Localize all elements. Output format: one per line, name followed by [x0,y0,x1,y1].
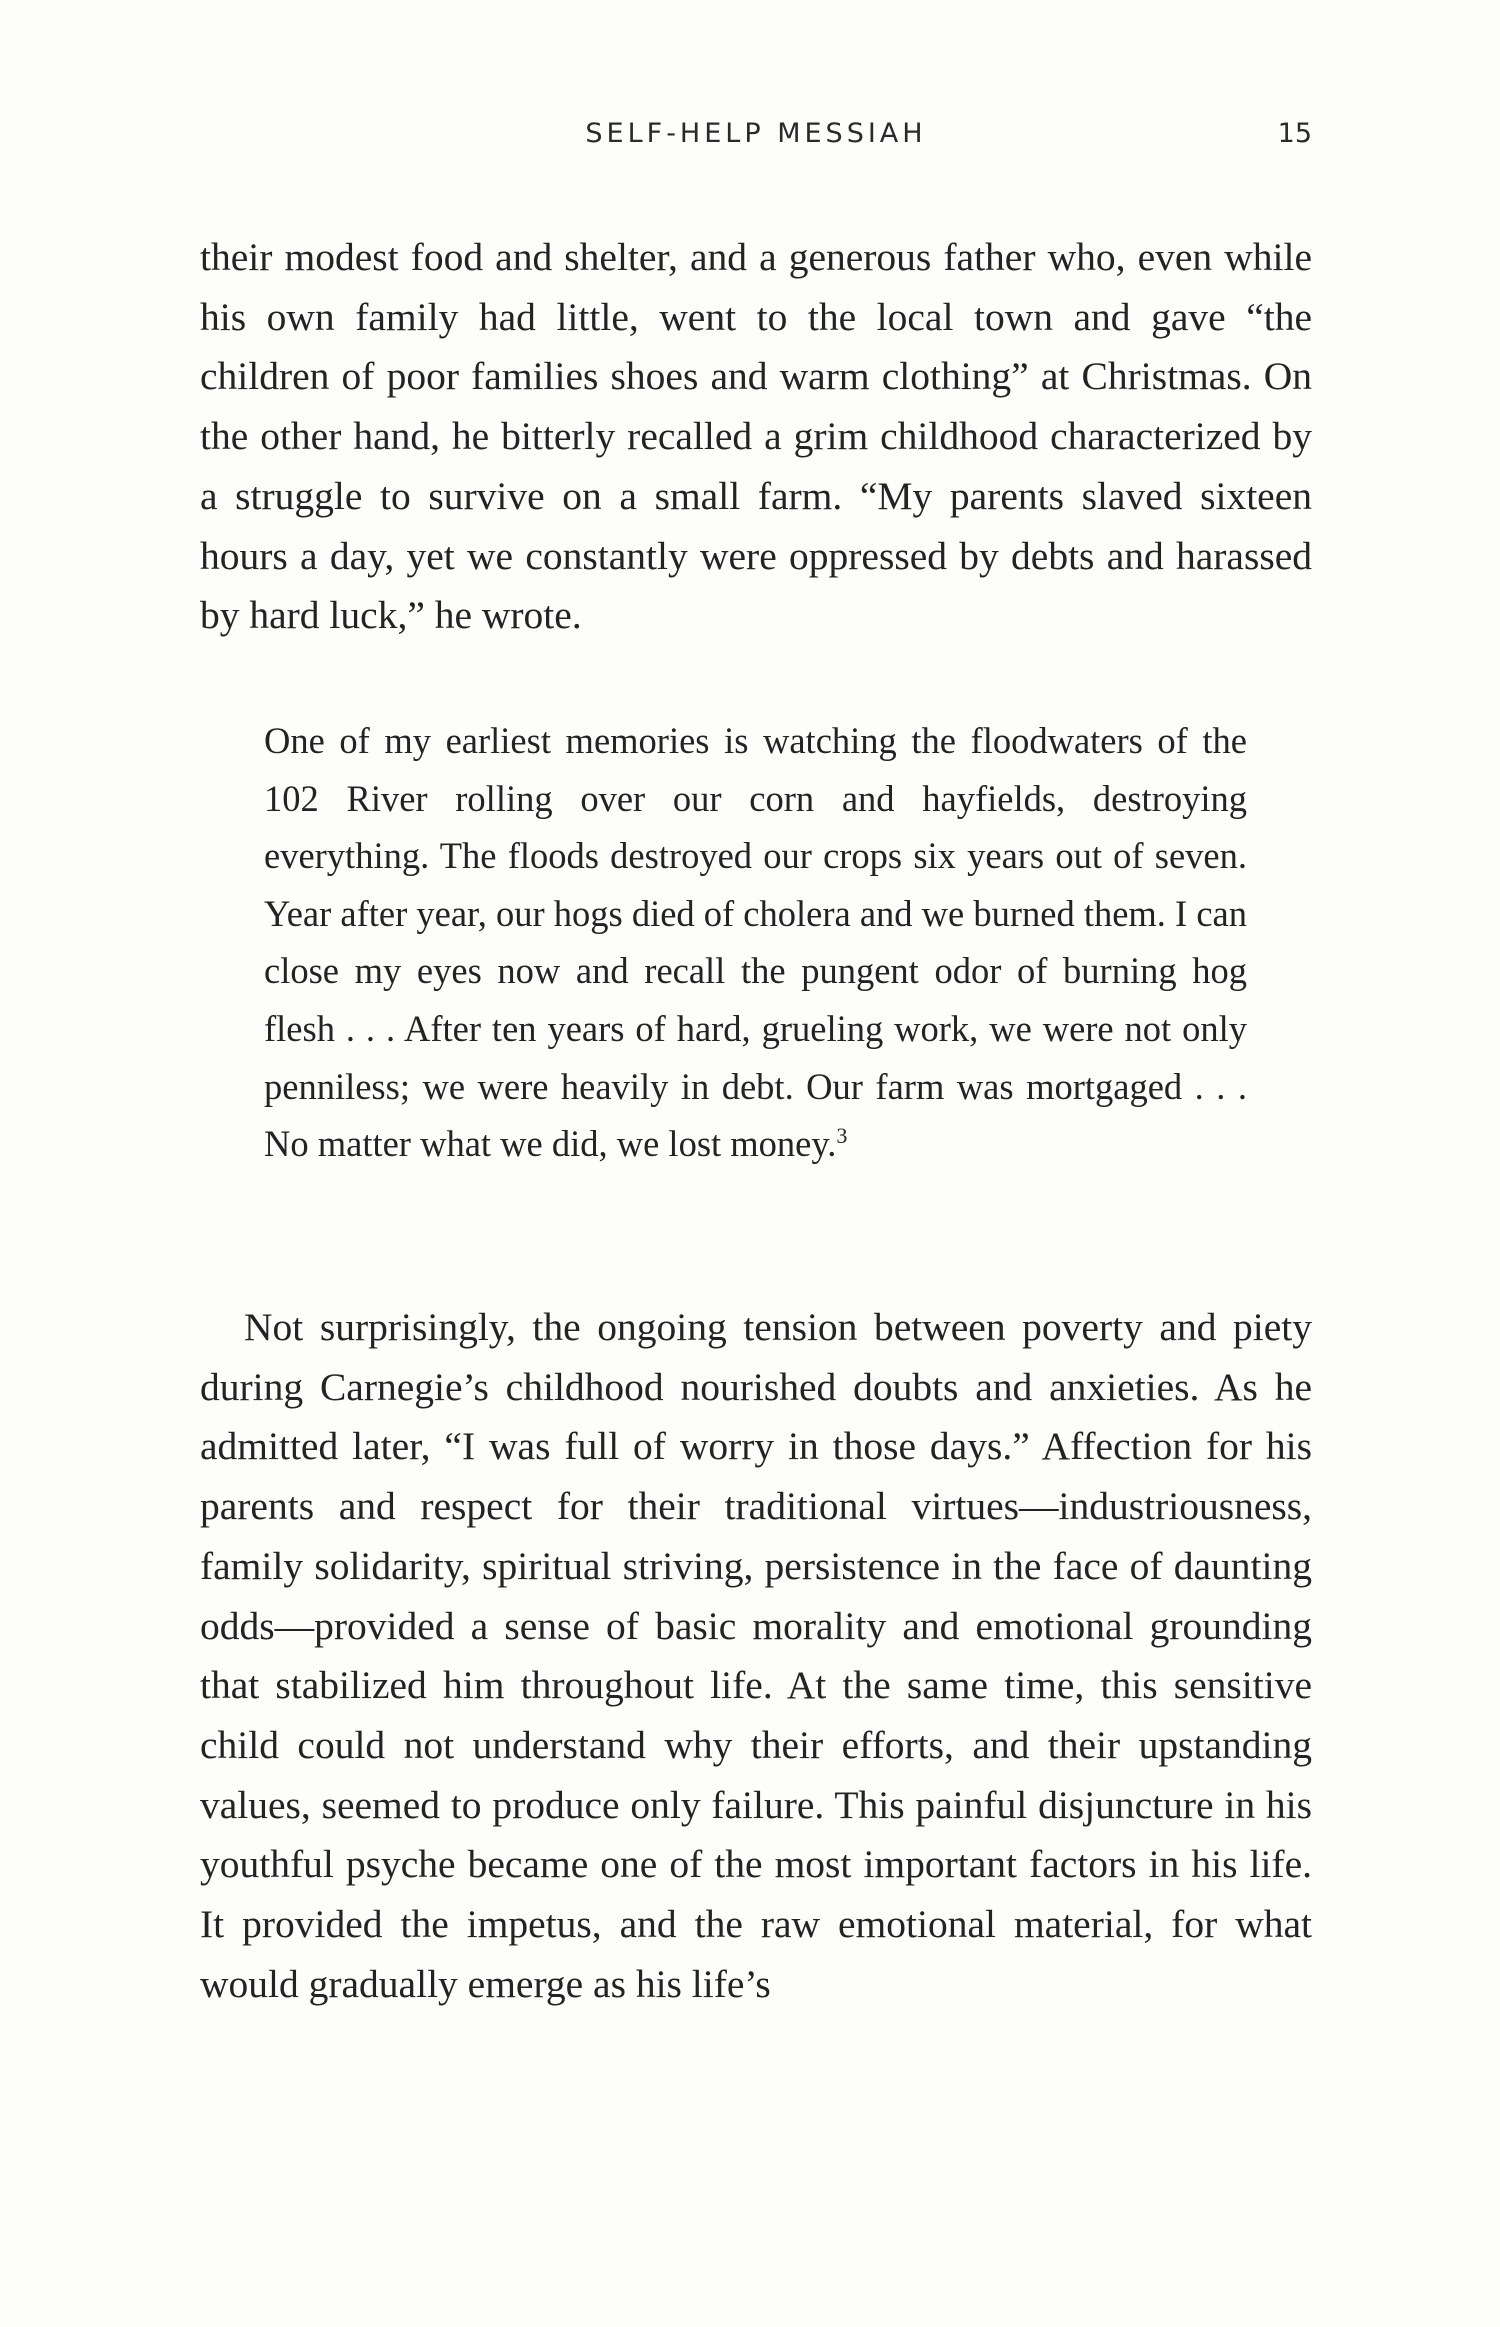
paragraph-1: their modest food and shelter, and a generous father who, even while his own family had little, went to the local town and gave “the children of poor families shoes and warm clothing” at Christmas. On the other hand, he bitterly recalled a grim childhood characterized by a struggle to survive on a small farm. “My parents slaved sixteen hours a day, yet we constantly were oppressed by debts and harassed by hard luck,” he wrote. [200,235,1312,638]
paragraph-2: Not surprisingly, the ongoing tension between poverty and piety during Carnegie’s childhood nourished doubts and anxieties. As he admitted later, “I was full of worry in those days.” Affection for his parents and respect for their traditional virtues—industriousness, family solidarity, spiritual striving, persistence in the face of daunting odds—provided a sense of basic morality and emotional grounding that stabilized him throughout life. At the same time, this sensitive child could not understand why their efforts, and their upstanding values, seemed to produce only failure. This painful disjuncture in his youthful psyche became one of the most important factors in his life. It provided the impetus, and the raw emotional material, for what would gradually emerge as his life’s [200,1305,1312,2006]
block-quote [264,712,1247,1173]
running-title: SELF-HELP MESSIAH [585,118,927,149]
footnote-reference: 3 [836,1123,848,1148]
block-quote-text: One of my earliest memories is watching the floodwaters of the 102 River rolling over our corn and hayfields, destroying everything. The floods destroyed our crops six years out of seven. Year after year, our hogs died of cholera and we burned them. I can close my eyes now and recall the pungent odor of burning hog flesh . . . After ten years of hard, grueling work, we were not only penniless; we were heavily in debt. Our farm was mortgaged . . . No matter what we did, we lost money. [264,720,1247,1165]
running-head [200,118,1312,158]
page-number: 15 [1277,118,1312,149]
